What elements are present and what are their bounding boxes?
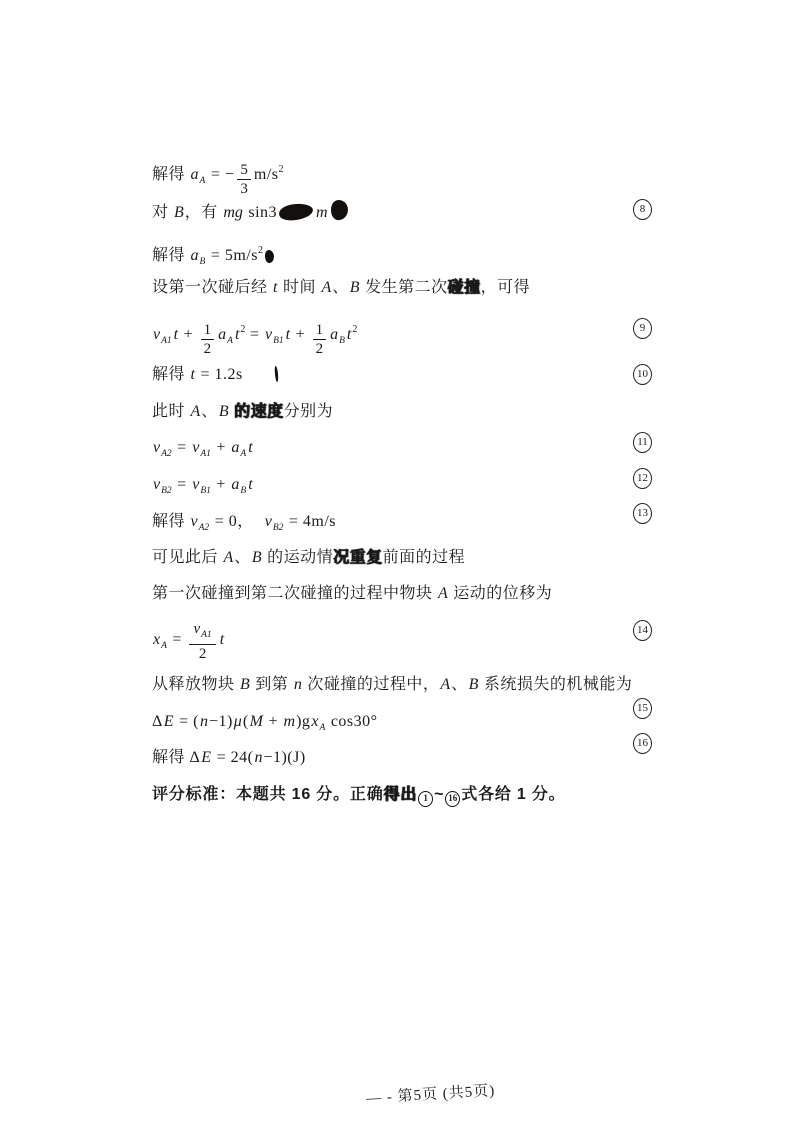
text-segment: t bbox=[248, 476, 253, 493]
text-segment: + bbox=[211, 439, 231, 456]
text-segment: 时间 bbox=[278, 279, 321, 296]
text-segment: cos30° bbox=[326, 713, 378, 730]
text-segment: A bbox=[438, 585, 448, 602]
text-segment: + bbox=[291, 326, 310, 343]
text-segment: 此时 bbox=[152, 403, 190, 420]
solution-line-9 bbox=[152, 474, 254, 496]
text-segment: A bbox=[319, 723, 326, 733]
text-segment: ，可得 bbox=[480, 279, 531, 296]
text-segment: A bbox=[223, 549, 234, 566]
text-segment: 1 bbox=[315, 322, 324, 338]
text-segment: 解得 bbox=[152, 247, 190, 264]
ink-blot bbox=[330, 199, 349, 221]
text-segment: 2 bbox=[203, 341, 212, 357]
text-segment: ，有 bbox=[184, 204, 223, 221]
text-segment: 式各给 1 分。 bbox=[461, 786, 566, 803]
text-segment: v bbox=[192, 476, 200, 493]
text-segment: t bbox=[346, 326, 352, 343]
text-segment: 分别为 bbox=[283, 403, 334, 420]
text-segment: E bbox=[201, 749, 212, 766]
text-segment: B bbox=[251, 549, 262, 566]
text-segment: a bbox=[190, 247, 199, 264]
text-segment: 2 bbox=[240, 324, 246, 335]
text-segment: v bbox=[192, 439, 200, 456]
fraction bbox=[313, 322, 327, 357]
text-segment: A bbox=[321, 279, 332, 296]
text-segment: v bbox=[264, 513, 272, 530]
text-segment: a bbox=[330, 326, 339, 343]
ink-blot bbox=[274, 366, 279, 382]
solution-line-12 bbox=[152, 583, 552, 605]
solution-line-8 bbox=[152, 437, 254, 459]
text-segment: 5 bbox=[240, 162, 248, 178]
solution-line-17 bbox=[152, 784, 565, 806]
text-segment: = 1.2s bbox=[195, 366, 243, 383]
text-segment: v bbox=[190, 513, 198, 530]
text-segment: + bbox=[263, 713, 283, 730]
page-footer: — - 第5页 (共5页) bbox=[365, 1083, 496, 1107]
text-segment: 、 bbox=[234, 549, 251, 566]
text-segment: m bbox=[283, 713, 296, 730]
text-segment: A1 bbox=[200, 449, 211, 459]
text-segment: m/s bbox=[253, 166, 279, 183]
text-segment: v bbox=[264, 326, 273, 343]
equation-number-15: 15 bbox=[633, 698, 652, 719]
solution-line-7 bbox=[152, 401, 333, 423]
text-segment: B bbox=[218, 403, 229, 420]
text-segment: 设第一次碰后经 bbox=[152, 279, 273, 296]
text-segment: = bbox=[172, 439, 192, 456]
text-segment: B2 bbox=[272, 523, 284, 533]
text-segment: E bbox=[163, 713, 174, 730]
solution-line-16 bbox=[152, 747, 306, 769]
text-segment: t bbox=[173, 326, 179, 343]
solution-line-6 bbox=[152, 364, 280, 386]
text-segment: n bbox=[254, 749, 263, 766]
text-segment: −1) bbox=[208, 713, 233, 730]
text-segment: t bbox=[273, 279, 278, 296]
solution-line-14 bbox=[152, 674, 632, 696]
text-segment: = − bbox=[206, 166, 235, 183]
text-segment: + bbox=[211, 476, 231, 493]
text-segment: ~ bbox=[434, 786, 445, 803]
text-segment: B bbox=[174, 204, 184, 221]
text-segment: = 4m/s bbox=[284, 513, 337, 530]
text-segment: 3 bbox=[240, 181, 248, 197]
text-segment: + bbox=[179, 326, 198, 343]
text-segment: a bbox=[231, 439, 240, 456]
equation-number-9: 9 bbox=[633, 318, 652, 339]
text-segment: A1 bbox=[161, 336, 172, 346]
text-segment: = 24( bbox=[212, 749, 254, 766]
ink-blot bbox=[264, 250, 274, 264]
text-segment: 解得 Δ bbox=[152, 749, 201, 766]
text-segment: 解得 bbox=[152, 513, 190, 530]
solution-line-15 bbox=[152, 711, 378, 733]
text-segment: B1 bbox=[200, 486, 211, 496]
text-segment: t bbox=[219, 631, 225, 648]
text-segment: B bbox=[349, 279, 360, 296]
text-segment: 2 bbox=[198, 646, 207, 662]
text-segment: B1 bbox=[273, 336, 284, 346]
text-segment: A bbox=[440, 676, 451, 693]
text-segment: M bbox=[249, 713, 263, 730]
circled-number: 1 bbox=[418, 791, 433, 807]
text-segment: 系统损失的机械能为 bbox=[479, 676, 633, 693]
text-segment: v bbox=[193, 621, 201, 637]
text-segment: = bbox=[172, 476, 192, 493]
equation-number-10: 10 bbox=[633, 364, 652, 385]
text-segment: 第一次碰撞到第二次碰撞的过程中物块 bbox=[152, 585, 438, 602]
text-segment: mg bbox=[223, 204, 243, 221]
text-segment: 到第 bbox=[250, 676, 293, 693]
text-segment: 对 bbox=[152, 204, 174, 221]
text-segment: = bbox=[167, 631, 187, 648]
solution-line-2 bbox=[152, 200, 350, 222]
solution-line-11 bbox=[152, 547, 465, 569]
text-segment: A bbox=[240, 449, 247, 459]
text-segment: A2 bbox=[198, 523, 210, 533]
text-segment: 运动的位移为 bbox=[448, 585, 553, 602]
text-segment: sin3 bbox=[243, 204, 278, 221]
text-segment: 、 bbox=[332, 279, 349, 296]
text-segment: = 0， bbox=[210, 513, 254, 530]
fraction bbox=[237, 162, 251, 197]
equation-number-11: 11 bbox=[633, 432, 652, 453]
text-segment: B bbox=[240, 486, 247, 496]
text-segment: 2 bbox=[315, 341, 324, 357]
text-segment: x bbox=[153, 631, 161, 648]
text-segment: 2 bbox=[257, 245, 263, 256]
text-segment: B2 bbox=[161, 486, 172, 496]
solution-line-10 bbox=[152, 511, 336, 533]
solution-line-4 bbox=[152, 277, 530, 299]
text-segment: x bbox=[311, 713, 319, 730]
text-segment: 、 bbox=[451, 676, 468, 693]
text-segment: a bbox=[231, 476, 240, 493]
text-segment: 前面的过程 bbox=[382, 549, 466, 566]
text-segment: 评分标准：本题共 16 分。正确 bbox=[152, 786, 384, 803]
text-segment: 碰撞 bbox=[447, 279, 481, 296]
text-segment: t bbox=[190, 366, 195, 383]
text-segment: = 5m/s bbox=[206, 247, 258, 264]
equation-number-8: 8 bbox=[633, 199, 652, 220]
text-segment: 解得 bbox=[152, 166, 190, 183]
text-segment: v bbox=[153, 326, 161, 343]
text-segment: A2 bbox=[161, 449, 172, 459]
text-segment: 次碰撞的过程中， bbox=[302, 676, 440, 693]
text-segment: 可见此后 bbox=[152, 549, 223, 566]
text-segment: ( bbox=[242, 713, 249, 730]
text-segment: 解得 bbox=[152, 366, 190, 383]
text-segment: A bbox=[190, 403, 201, 420]
equation-number-14: 14 bbox=[633, 620, 652, 641]
text-segment: B bbox=[240, 676, 250, 693]
text-segment: 的运动情 bbox=[262, 549, 334, 566]
text-segment: 得出 bbox=[383, 786, 418, 803]
equation-number-16: 16 bbox=[633, 733, 652, 754]
text-segment: −1)(J) bbox=[263, 749, 306, 766]
text-segment: t bbox=[234, 326, 240, 343]
text-segment: B bbox=[339, 336, 345, 346]
ink-blot bbox=[278, 202, 313, 221]
text-segment: 2 bbox=[278, 164, 284, 175]
text-segment: 2 bbox=[352, 324, 358, 335]
text-segment: A bbox=[199, 176, 206, 186]
text-segment: 的速度 bbox=[234, 403, 284, 420]
text-segment: A bbox=[161, 641, 167, 651]
text-segment: 1 bbox=[203, 322, 212, 338]
text-segment: n bbox=[293, 676, 302, 693]
solution-line-5 bbox=[152, 306, 358, 357]
text-segment: A1 bbox=[201, 630, 212, 640]
text-segment: μ bbox=[233, 713, 242, 730]
solution-line-13 bbox=[152, 616, 225, 664]
text-segment: v bbox=[153, 439, 161, 456]
text-segment: 从释放物块 bbox=[152, 676, 240, 693]
equation-number-12: 12 bbox=[633, 468, 652, 489]
text-segment: B bbox=[468, 676, 479, 693]
text-segment: Δ bbox=[152, 713, 163, 730]
text-segment: 、 bbox=[201, 403, 218, 420]
text-segment: m bbox=[316, 204, 328, 221]
text-segment: A bbox=[227, 336, 233, 346]
text-segment: a bbox=[218, 326, 227, 343]
solution-line-1 bbox=[152, 146, 284, 197]
text-segment: = bbox=[245, 326, 264, 343]
text-segment: 况重复 bbox=[333, 549, 383, 566]
text-segment: = ( bbox=[174, 713, 199, 730]
text-segment: 发生第二次 bbox=[360, 279, 448, 296]
equation-number-13: 13 bbox=[633, 503, 652, 524]
solution-line-3 bbox=[152, 240, 276, 267]
text-segment: n bbox=[199, 713, 208, 730]
circled-number: 16 bbox=[445, 791, 460, 807]
text-segment: t bbox=[248, 439, 253, 456]
text-segment: a bbox=[190, 166, 199, 183]
text-segment: B bbox=[199, 257, 206, 267]
text-segment: t bbox=[285, 326, 291, 343]
text-segment: v bbox=[153, 476, 161, 493]
text-segment: )g bbox=[296, 713, 311, 730]
fraction bbox=[189, 621, 215, 662]
fraction bbox=[201, 322, 215, 357]
